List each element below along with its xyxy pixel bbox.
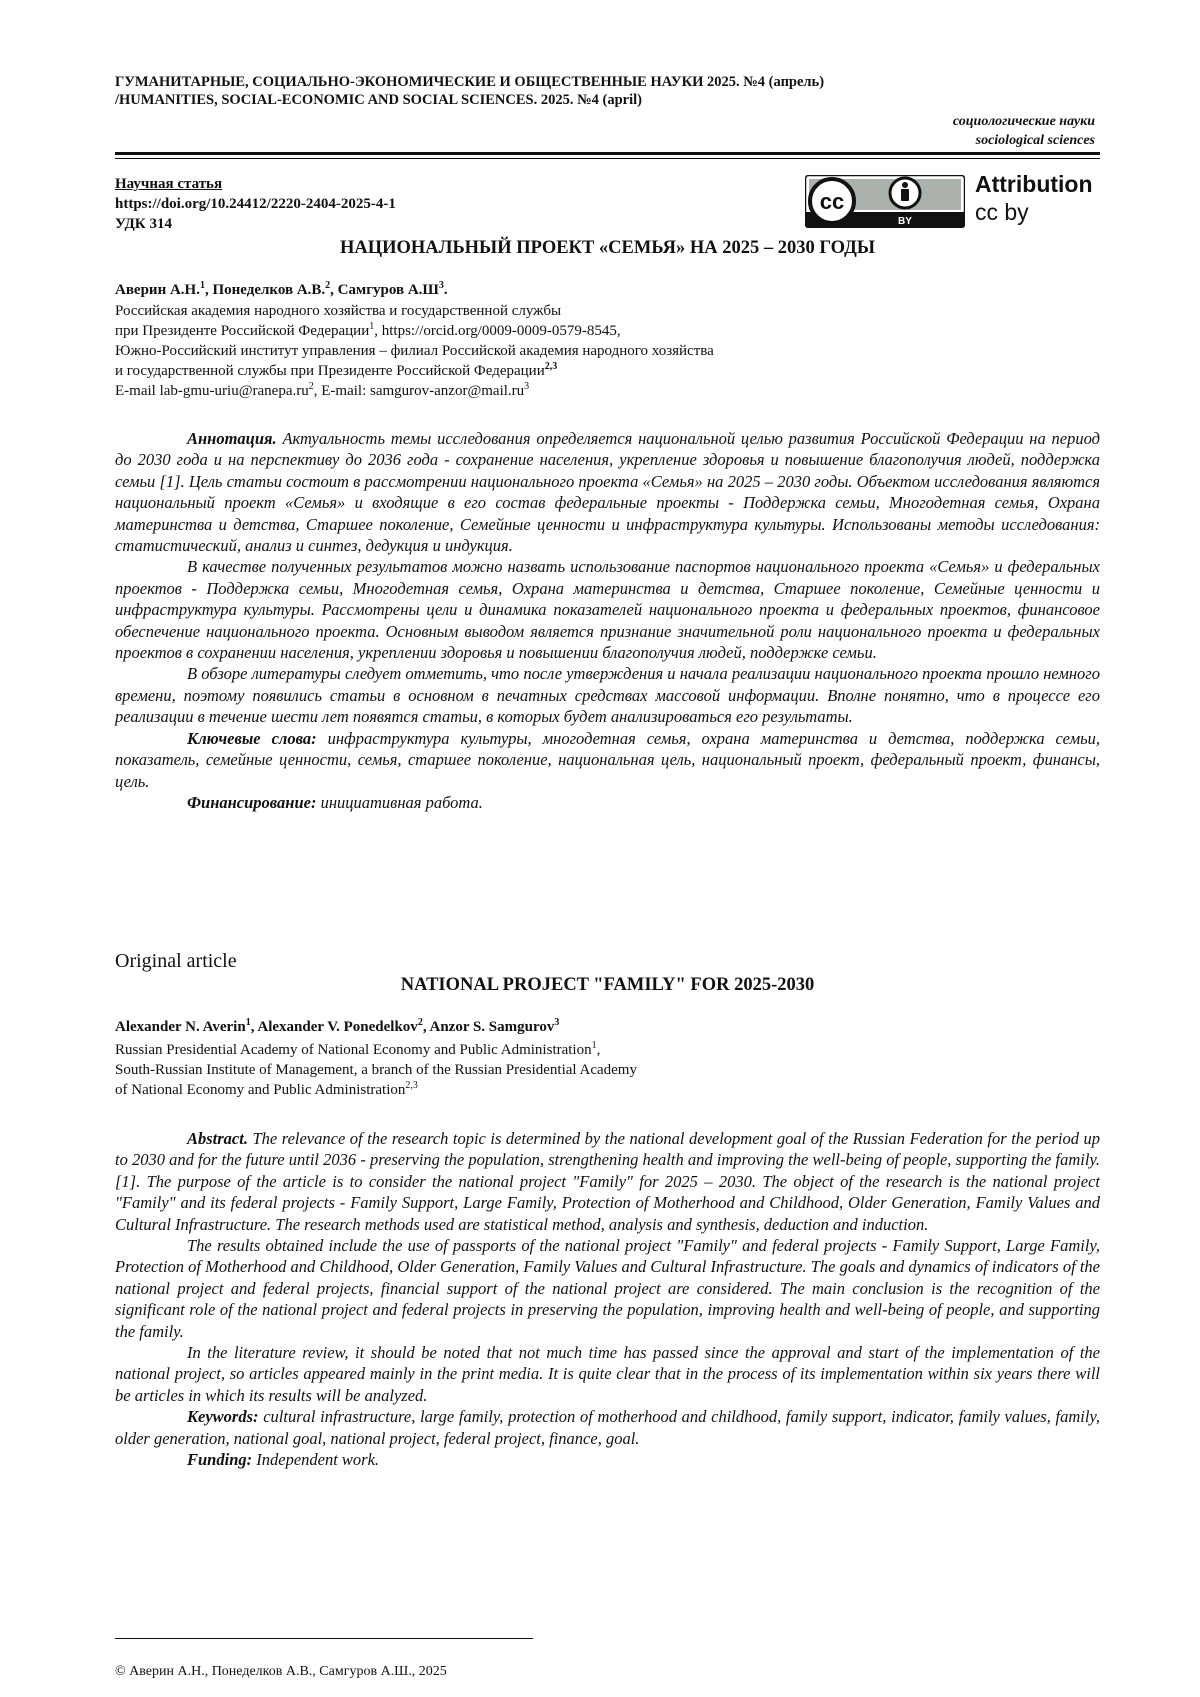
- affiliation-mark: 1: [591, 1040, 597, 1051]
- authors-en: [115, 1017, 559, 1037]
- affiliations-ru: [115, 301, 714, 401]
- affiliation-mark: 2: [417, 1017, 423, 1028]
- license-ccby: cc by: [975, 199, 1029, 225]
- funding-text: Independent work.: [252, 1450, 380, 1470]
- author-name: Alexander N. Averin: [115, 1019, 246, 1035]
- keywords-paragraph: [115, 1406, 1100, 1449]
- article-meta: [115, 174, 396, 234]
- abstract-label: Abstract.: [187, 1129, 248, 1148]
- author-name: Понеделков А.В.: [212, 282, 326, 298]
- original-article-label: Original article: [115, 950, 237, 972]
- affiliations-en: [115, 1040, 637, 1100]
- abstract-text: Актуальность темы исследования определяется национальной целью развития Российской Федерации на период до 2030 года и на перспективу до 2036 года - сохранение населения, укрепление здоровья и повышение благополучия людей, поддержка семьи [1]. Цель статьи состоит в рассмотрении национального проекта «Семья» на 2025 – 2030 годы. Объектом исследования являются национальный проект «Семья» и входящие в его состав федеральные проекты - Поддержка семьи, Многодетная семья, Охрана материнства и детства, Старшее поколение, Семейные ценности и инфраструктура культуры. Использованы методы исследования: статистический, анализ и синтез, дедукция и индукция.: [115, 429, 1100, 556]
- abstract-text: The relevance of the research topic is determined by the national development goal of the Russian Federation for the period up to 2030 and for the future until 2036 - preserving the population, strengthening health and improving the well-being of people, supporting the family. [1]. The purpose of the article is to consider the national project "Family" for 2025 – 2030. The object of the research is the national project "Family" and its federal projects - Family Support, Large Family, Protection of Motherhood and Childhood, Older Generation, Family Values and Cultural Infrastructure. The research methods used are statistical method, analysis and synthesis, deduction and induction.: [115, 1129, 1100, 1234]
- funding-text: инициативная работа.: [316, 792, 483, 812]
- affiliation-mark: 1: [245, 1017, 251, 1028]
- article-title-ru: НАЦИОНАЛЬНЫЙ ПРОЕКТ «СЕМЬЯ» НА 2025 – 2030 ГОДЫ: [339, 238, 875, 258]
- license-attribution: Attribution: [975, 171, 1093, 197]
- keywords-paragraph: [115, 728, 1100, 792]
- author-name: Самгуров А.Ш: [337, 282, 439, 298]
- affiliation-line: [115, 1080, 637, 1100]
- affiliation-line: Российская академия народного хозяйства и государственной службы: [115, 303, 562, 319]
- affiliation-mark: 3: [554, 1017, 560, 1028]
- affiliation-mark: 1: [199, 280, 205, 291]
- funding-label: Финансирование:: [187, 792, 317, 812]
- affiliation-mark: 3: [438, 280, 444, 291]
- abstract-paragraph: [115, 428, 1100, 556]
- affiliation-text: Russian Presidential Academy of National Economy and Public Administration: [115, 1042, 592, 1058]
- affiliation-mark: 1: [369, 321, 375, 332]
- author-name: Alexander V. Ponedelkov: [257, 1019, 418, 1035]
- doi-link[interactable]: https://doi.org/10.24412/2220-2404-2025-4-1: [115, 196, 396, 212]
- cc-by-license-badge[interactable]: [805, 175, 965, 228]
- email-link[interactable]: , E-mail: samgurov-anzor@mail.ru: [313, 383, 525, 399]
- email-link[interactable]: E-mail lab-gmu-uriu@ranepa.ru: [115, 383, 309, 399]
- separator: ,: [204, 282, 213, 298]
- keywords-text: cultural infrastructure, large family, protection of motherhood and childhood, family support, indicator, family values, family, older generation, national goal, national project, federal project, finance, goal.: [115, 1407, 1100, 1448]
- abstract-paragraph: В обзоре литературы следует отметить, что после утверждения и начала реализации национального проекта прошло немного времени, поэтому появились статьи в основном в печатных средствах массовой информации. Вполне понятно, что в процессе его реализации в течение шести лет появятся статьи, в которых будет анализироваться его результаты.: [115, 664, 1100, 727]
- udc-code: УДК 314: [115, 216, 172, 232]
- abstract-ru: [115, 428, 1100, 813]
- abstract-en: [115, 1128, 1100, 1471]
- keywords-label: Ключевые слова:: [187, 728, 317, 748]
- affiliation-mark: 2,3: [405, 1080, 418, 1091]
- abstract-paragraph: [115, 1128, 1100, 1235]
- svg-text:BY: BY: [898, 216, 912, 227]
- funding-label: Funding:: [187, 1450, 253, 1470]
- affiliation-text: и государственной службы при Президенте Российской Федерации: [115, 363, 545, 379]
- separator: ,: [596, 1042, 601, 1058]
- affiliation-mark: 2: [308, 381, 314, 392]
- svg-text:cc: cc: [819, 189, 845, 214]
- header-rule-thin: [115, 158, 1100, 159]
- separator: .: [443, 282, 448, 298]
- section-ru: социологические науки: [952, 114, 1095, 129]
- journal-title-ru: ГУМАНИТАРНЫЕ, СОЦИАЛЬНО-ЭКОНОМИЧЕСКИЕ И ОБЩЕСТВЕННЫЕ НАУКИ 2025. №4 (апрель): [115, 74, 825, 90]
- keywords-text: инфраструктура культуры, многодетная семья, охрана материнства и детства, поддержка семьи, показатель, семейные ценности, семья, старшее поколение, национальная цель, национальный проект, федеральный проект, финансы, цель.: [115, 728, 1100, 791]
- article-type: Научная статья: [115, 176, 223, 192]
- authors-ru: [115, 280, 448, 300]
- affiliation-mark: 2,3: [544, 361, 558, 372]
- affiliation-line: [115, 321, 714, 341]
- copyright-notice: © Аверин А.Н., Понеделков А.В., Самгуров А.Ш., 2025: [115, 1664, 447, 1679]
- separator: ,: [330, 282, 338, 298]
- journal-header: [115, 73, 1100, 109]
- section-en: sociological sciences: [975, 133, 1095, 148]
- abstract-paragraph: The results obtained include the use of passports of the national project "Family" and federal projects - Family Support, Large Family, Protection of Motherhood and Childhood, Older Generation, Family Values and Cultural Infrastructure. The goals and dynamics of indicators of the national project and federal projects, financial support of the national project are considered. The main conclusion is the recognition of the significant role of the national project and federal projects in preserving the population, improving health and well-being of people, and supporting the family.: [115, 1236, 1100, 1341]
- abstract-label: Аннотация.: [187, 429, 277, 448]
- affiliation-line: Южно-Российский институт управления – филиал Российской академия народного хозяйства: [115, 343, 714, 359]
- section-label: [953, 112, 1095, 150]
- license-text: [975, 170, 1093, 226]
- author-name: Anzor S. Samgurov: [429, 1019, 555, 1035]
- affiliation-line: [115, 361, 714, 381]
- header-rule-thick: [115, 152, 1100, 155]
- affiliation-mark: 3: [524, 381, 530, 392]
- article-title-en: NATIONAL PROJECT "FAMILY" FOR 2025-2030: [400, 975, 815, 995]
- email-line: [115, 381, 714, 401]
- abstract-paragraph: In the literature review, it should be noted that not much time has passed since the approval and start of the implementation of the national project, so articles appeared mainly in the print media. It is quite clear that in the process of its implementation within six years there will be articles in which its results will be analyzed.: [115, 1343, 1100, 1405]
- funding-paragraph: [115, 1449, 1100, 1470]
- affiliation-mark: 2: [325, 280, 331, 291]
- abstract-paragraph: В качестве полученных результатов можно назвать использование паспортов национального проекта «Семья» и федеральных проектов - Поддержка семьи, Многодетная семья, Охрана материнства и детства, Старшее поколение, Семейные ценности и инфраструктура культуры. Рассмотрены цели и динамика показателей национального проекта и федеральных проектов, финансовое обеспечение национального проекта. Основным выводом является признание значительной роли национального проекта и федеральных проектов в сохранении населения, укреплении здоровья и повышении благополучия людей, поддержке семьи.: [115, 557, 1100, 663]
- footnote-rule: [115, 1638, 533, 1639]
- funding-paragraph: [115, 792, 1100, 813]
- keywords-label: Keywords:: [187, 1407, 259, 1427]
- separator: ,: [250, 1019, 258, 1035]
- affiliation-text: при Президенте Российской Федерации: [115, 323, 370, 339]
- author-name: Аверин А.Н.: [115, 282, 200, 298]
- separator: ,: [422, 1019, 430, 1035]
- affiliation-text: of National Economy and Public Administration: [115, 1082, 406, 1098]
- journal-title-en: /HUMANITIES, SOCIAL-ECONOMIC AND SOCIAL SCIENCES. 2025. №4 (april): [115, 92, 642, 108]
- affiliation-line: [115, 1040, 637, 1060]
- affiliation-line: South-Russian Institute of Management, a branch of the Russian Presidential Academy: [115, 1062, 637, 1078]
- orcid-link[interactable]: , https://orcid.org/0009-0009-0579-8545,: [374, 323, 621, 339]
